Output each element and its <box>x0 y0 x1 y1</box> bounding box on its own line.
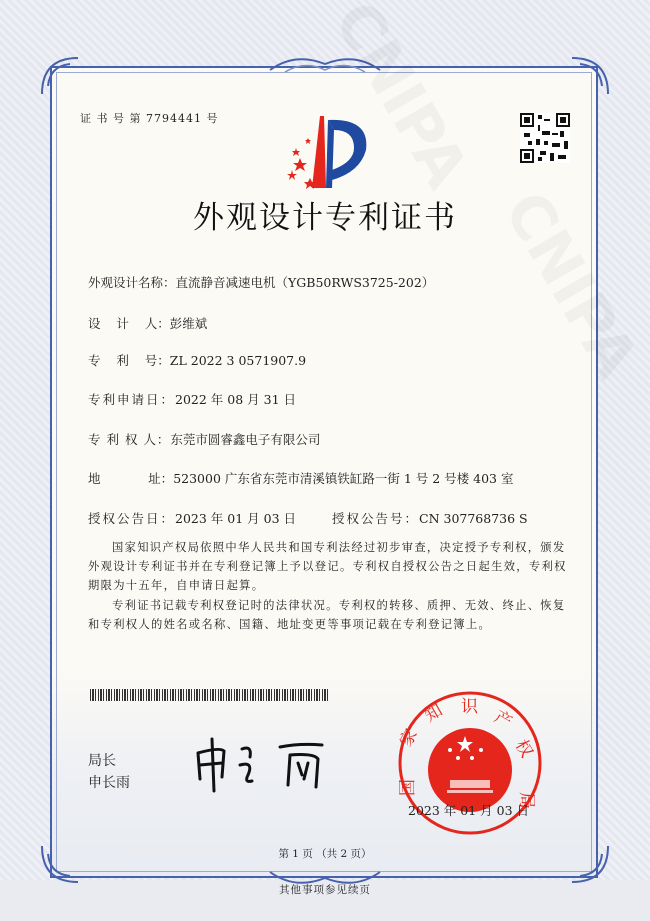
document-title: 外观设计专利证书 <box>193 200 457 236</box>
paragraph-grant-statement: 国家知识产权局依照中华人民共和国专利法经过初步审查，决定授予专利权，颁发外观设计专利证书并在专利登记簿上予以登记。专利权自授权公告之日起生效，专利权期限为十五年，自申请日起算。 <box>88 541 567 592</box>
cnipa-logo-icon <box>270 110 380 192</box>
field-grant-date <box>88 509 296 527</box>
field-label: 地 址： <box>88 471 174 486</box>
field-label: 专 利 权 人： <box>88 432 171 447</box>
field-value: 东莞市圆睿鑫电子有限公司 <box>170 432 321 447</box>
field-value: 2022 年 08 月 31 日 <box>175 392 297 407</box>
field-label: 专利申请日： <box>88 392 176 407</box>
paragraph-legal-status: 专利证书记载专利权登记时的法律状况。专利权的转移、质押、无效、终止、恢复和专利权人的姓名或名称、国籍、地址变更等事项记载在专利登记簿上。 <box>88 599 566 631</box>
field-value: 彭维斌 <box>169 316 208 331</box>
field-label: 授权公告日： <box>88 511 176 526</box>
director-title: 局长 <box>88 753 116 769</box>
svg-text:国: 国 <box>398 779 418 796</box>
field-application-date <box>88 390 296 408</box>
corner-ornament-icon <box>40 56 80 96</box>
continued-note: 其他事项参见续页 <box>279 884 371 896</box>
field-grant-number <box>332 509 528 527</box>
field-value: CN 307768736 S <box>419 511 528 526</box>
field-design-name <box>88 273 434 291</box>
seal-date: 2023 年 01 月 03 日 <box>408 803 529 818</box>
svg-text:产: 产 <box>490 707 516 733</box>
svg-text:识: 识 <box>461 697 478 717</box>
field-patent-number <box>88 351 306 369</box>
qr-code-icon <box>520 113 570 163</box>
page-info: 第 1 页 （共 2 页） <box>278 848 372 860</box>
certificate-number: 证 书 号 第 7794441 号 <box>80 112 219 125</box>
field-address <box>88 469 513 487</box>
field-value: 直流静音减速电机（YGB50RWS3725-202） <box>175 275 435 290</box>
svg-text:权: 权 <box>510 736 537 762</box>
corner-ornament-icon <box>570 56 610 96</box>
field-value: 523000 广东省东莞市清溪镇铁缸路一街 1 号 2 号楼 403 室 <box>173 471 514 486</box>
field-patentee <box>88 430 320 448</box>
svg-text:知: 知 <box>421 700 447 727</box>
field-value: 2023 年 01 月 03 日 <box>175 511 297 526</box>
barcode <box>90 689 330 701</box>
svg-text:局: 局 <box>516 792 536 809</box>
signature-icon <box>190 735 340 795</box>
director-name: 申长雨 <box>88 775 130 791</box>
field-label: 设 计 人： <box>88 316 170 331</box>
field-value: ZL 2022 3 0571907.9 <box>169 353 307 368</box>
svg-text:家: 家 <box>396 725 422 751</box>
field-label: 授权公告号： <box>332 511 420 526</box>
field-label: 外观设计名称： <box>88 275 176 290</box>
field-designer <box>88 314 207 332</box>
field-label: 专 利 号： <box>88 353 170 368</box>
